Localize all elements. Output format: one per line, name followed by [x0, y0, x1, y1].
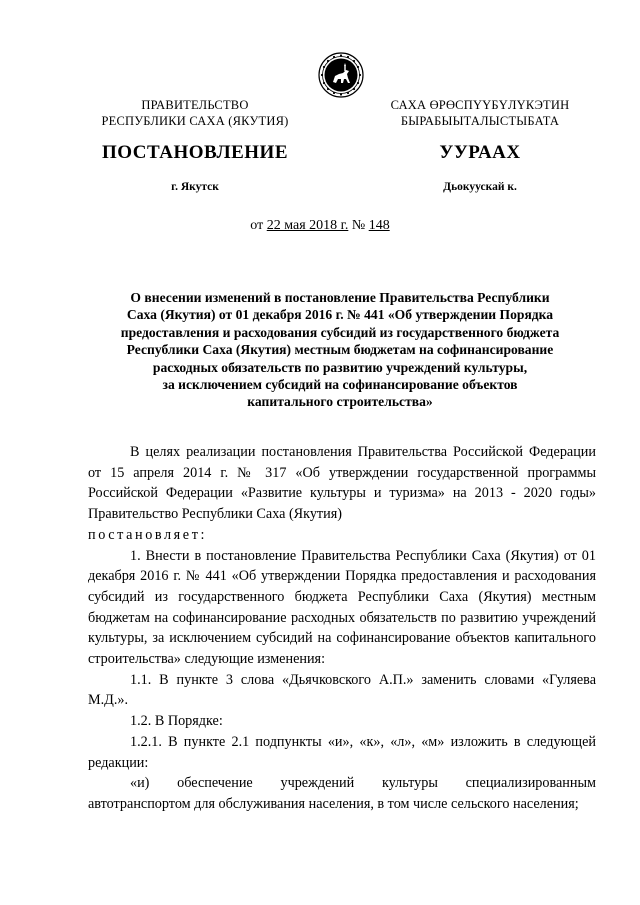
city-sah: Дьокуускай к.	[443, 181, 517, 193]
body-paragraph: 1.2. В Порядке:	[130, 713, 223, 730]
title-line: Республики Саха (Якутия) местным бюджетам на софинансирование	[126, 342, 554, 358]
government-name-sah-line2: БЫРАБЫЫТАЛЫСТЫБАТА	[400, 114, 560, 128]
title-line: О внесении изменений в постановление Правительства Республики	[130, 290, 550, 305]
number-sign: №	[351, 218, 366, 233]
body-paragraph: 1. Внести в постановление Правительства Республики Саха (Якутия) от 01 декабря 2016 г. № 441 «Об утверждении Порядка предоставления и расходования субсидий из государственного бюджета Республики Саха (Якутия) местным бюджетам на софинансирование расходных обязательств по развитию учреждений культуры, за исключением субсидий на софинансирование объектов капитального строительства» следующие изменения:	[88, 547, 596, 668]
document-body	[88, 442, 596, 815]
government-name-ru-line1: ПРАВИТЕЛЬСТВО	[141, 98, 249, 112]
document-number: 148	[368, 218, 390, 233]
resolution-word: постановляет:	[88, 526, 208, 543]
doc-type-sah: УУРААХ	[439, 142, 521, 163]
government-name-sah-line1: САХА ӨРӨСПҮҮБҮЛҮКЭТИН	[390, 98, 570, 112]
title-line: расходных обязательств по развитию учреждений культуры,	[152, 359, 528, 375]
coat-of-arms-icon	[318, 52, 364, 98]
government-name-ru	[80, 97, 310, 129]
doc-type-ru: ПОСТАНОВЛЕНИЕ	[101, 142, 289, 163]
title-line: предоставления и расходования субсидий из государственного бюджета	[120, 324, 560, 340]
document-date: 22 мая 2018 г.	[266, 218, 349, 233]
title-line: за исключением субсидий на софинансирование объектов	[162, 377, 518, 393]
date-line	[0, 218, 640, 234]
government-name-ru-line2: РЕСПУБЛИКИ САХА (ЯКУТИЯ)	[101, 114, 289, 128]
title-line: капитального строительства»	[247, 394, 433, 410]
body-paragraph: В целях реализации постановления Правительства Российской Федерации от 15 апреля 2014 г. № 317 «Об утверждении государственной программы Российской Федерации «Развитие культуры и туризма» на 2013 - 2020 годы» Правительство Республики Саха (Якутия)	[88, 444, 596, 523]
date-prefix: от	[250, 218, 264, 233]
body-paragraph: 1.2.1. В пункте 2.1 подпункты «и», «к», «л», «м» изложить в следующей редакции:	[88, 733, 596, 771]
body-paragraph: 1.1. В пункте 3 слова «Дьячковского А.П.» заменить словами «Гуляева М.Д.».	[88, 671, 596, 709]
document-title	[80, 289, 600, 411]
government-name-sah	[362, 97, 598, 129]
title-line: Саха (Якутия) от 01 декабря 2016 г. № 441 «Об утверждении Порядка	[126, 307, 554, 323]
city-ru: г. Якутск	[171, 181, 219, 193]
body-paragraph: «и) обеспечение учреждений культуры специализированным автотранспортом для обслуживания населения, в том числе сельского населения;	[88, 775, 596, 812]
